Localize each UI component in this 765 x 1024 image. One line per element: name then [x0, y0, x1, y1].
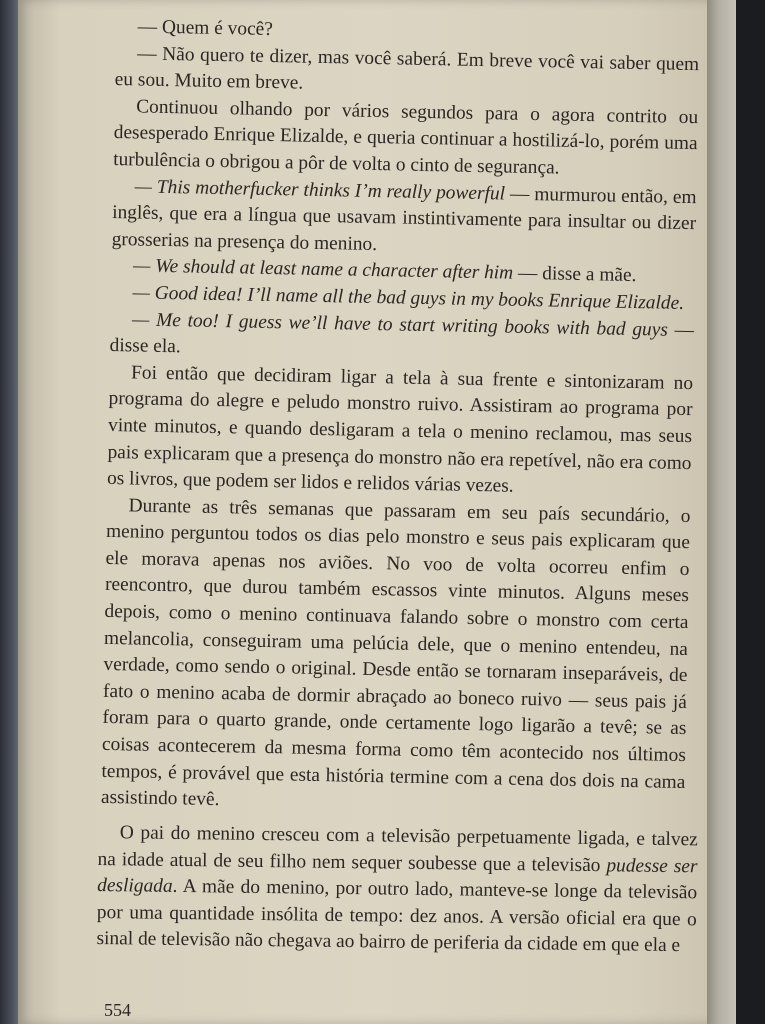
italic-text: — Me too! I guess we’ll have to start writing books with bad guys [131, 308, 669, 341]
next-page-edge [707, 0, 736, 1024]
text-run: — murmurou então, em inglês, que era a língua que usavam instintivamente para insultar ou dizer grosserias na presença do menino. [111, 183, 697, 255]
text-run: — Quem é você? [137, 16, 274, 41]
italic-text: pudesse ser desligada [97, 854, 698, 898]
paragraph [96, 820, 698, 960]
italic-text: — This motherfucker thinks I’m really powerful [134, 175, 506, 205]
text-run: — disse ela. [109, 319, 695, 358]
italic-text: — Good idea! I’ll name all the bad guys in my books Enrique Elizalde. [132, 282, 685, 314]
text-run: . A mãe do menino, por outro lado, manteve-se longe da televisão por uma quantidade insólita de tempo: dez anos. A versão oficial era que o sinal de televisão não chegava ao bairro de periferia da cidade em que ela e [96, 876, 698, 957]
paragraph [113, 94, 698, 185]
text-run: — disse a mãe. [512, 263, 637, 287]
page-number: 554 [104, 1000, 131, 1020]
paragraph [111, 174, 696, 265]
paragraph [101, 493, 691, 823]
bottom-text-block [96, 820, 698, 960]
text-run: Continuou olhando por vários segundos para o agora contrito ou desesperado Enrique Elizalde, e queria continuar a hostilizá-lo, porém uma turbulência o obrigou a pôr de volta o cinto de segurança. [113, 96, 699, 179]
book-spine-shadow [0, 0, 20, 1024]
italic-text: — We should at least name a character after him [132, 255, 514, 285]
paragraph [107, 360, 693, 504]
top-text-block [101, 14, 700, 823]
text-run: Foi então que decidiram ligar a tela à sua frente e sintonizaram no programa do alegre e peludo monstro ruivo. Assistiram ao programa por vinte minutos, e quando desligaram a tela o menino reclamou, mas seus pais explicaram que a presença do monstro não era repetível, não era como os livros, que podem ser lidos e relidos várias vezes. [106, 362, 694, 497]
text-run: O pai do menino cresceu com a televisão perpetuamente ligada, e talvez na idade atual de seu filho nem sequer soubesse que a televisão [97, 822, 698, 876]
text-run: — Não quero te dizer, mas você saberá. Em breve você vai saber quem eu sou. Muito em breve. [114, 43, 700, 94]
text-run: Durante as três semanas que passaram em seu país secundário, o menino perguntou todos os dias pelo monstro e seus pais explicaram que ele morava apenas nos aviões. No voo de volta ocorreu enfim o reencontro, que durou também escassos vinte minutos. Alguns meses depois, como o menino continuava falando sobre o monstro com certa melancolia, conseguiram uma pelúcia dele, que o menino entendeu, na verdade, como sendo o original. Desde então se tornaram inseparáveis, de fato o menino acaba de dormir abraçado ao boneco ruivo — seus pais já foram para o quarto grande, onde certamente logo ligarão a tevê; se as coisas acontecerem da mesma forma como têm acontecido nos últimos tempos, é provável que esta história termine com a cena dos dois na cama assistindo tevê. [100, 495, 691, 811]
